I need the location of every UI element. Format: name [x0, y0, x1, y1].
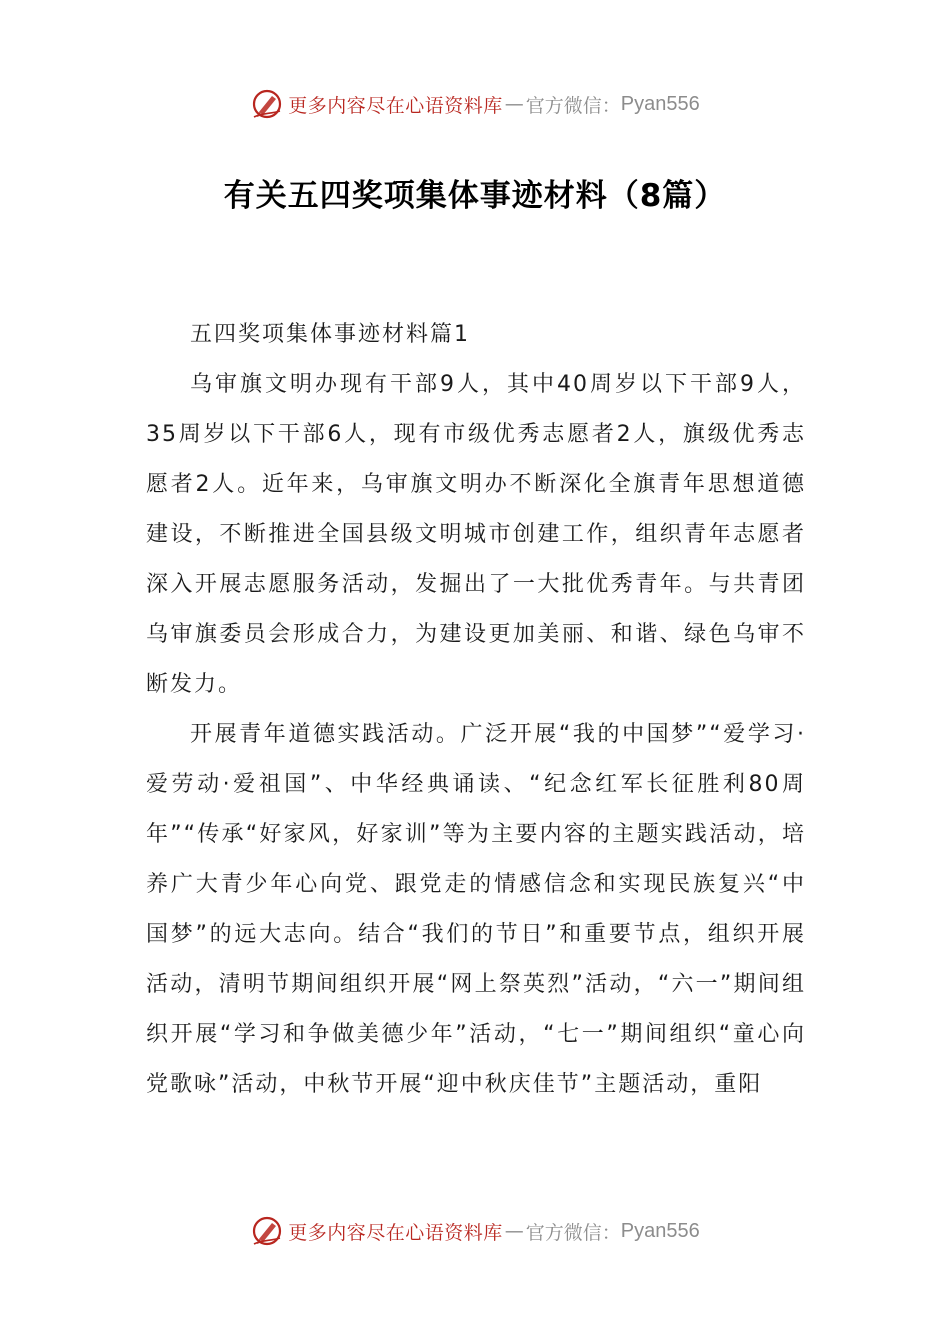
body-paragraph-1: 乌审旗文明办现有干部9人，其中40周岁以下干部9人，35周岁以下干部6人，现有市级优秀志愿者2人，旗级优秀志愿者2人。近年来，乌审旗文明办不断深化全旗青年思想道德建设，不断推进全国县级文明城市创建工作，组织青年志愿者深入开展志愿服务活动，发掘出了一大批优秀青年。与共青团乌审旗委员会形成合力，为建设更加美丽、和谐、绿色乌审不断发力。	[146, 372, 806, 697]
document-body	[146, 310, 806, 1110]
section-heading: 五四奖项集体事迹材料篇1	[190, 322, 470, 347]
watermark-wechat-label: 官方微信：	[525, 1221, 621, 1244]
watermark-wechat-id: Pyan556	[620, 1219, 700, 1242]
watermark-brand-text: 更多内容尽在心语资料库	[288, 1221, 503, 1244]
watermark-wechat-id: Pyan556	[620, 92, 700, 115]
header-watermark-banner	[0, 84, 950, 124]
footer-watermark-banner	[0, 1211, 950, 1251]
watermark-wechat-label: 官方微信：	[525, 94, 621, 117]
watermark-separator: —	[504, 93, 524, 115]
pen-seal-logo-icon	[250, 87, 284, 121]
body-paragraph-2: 开展青年道德实践活动。广泛开展“我的中国梦”“爱学习·爱劳动·爱祖国”、中华经典诵读、“纪念红军长征胜利80周年”“传承“好家风，好家训”等为主要内容的主题实践活动，培养广大青少年心向党、跟党走的情感信念和实现民族复兴“中国梦”的远大志向。结合“我们的节日”和重要节点，组织开展活动，清明节期间组织开展“网上祭英烈”活动，“六一”期间组织开展“学习和争做美德少年”活动，“七一”期间组织“童心向党歌咏”活动，中秋节开展“迎中秋庆佳节”主题活动，重阳	[146, 722, 806, 1097]
pen-seal-logo-icon	[250, 1214, 284, 1248]
watermark-separator: —	[504, 1220, 524, 1242]
document-title: 有关五四奖项集体事迹材料（8篇）	[223, 178, 727, 214]
watermark-brand-text: 更多内容尽在心语资料库	[288, 94, 503, 117]
